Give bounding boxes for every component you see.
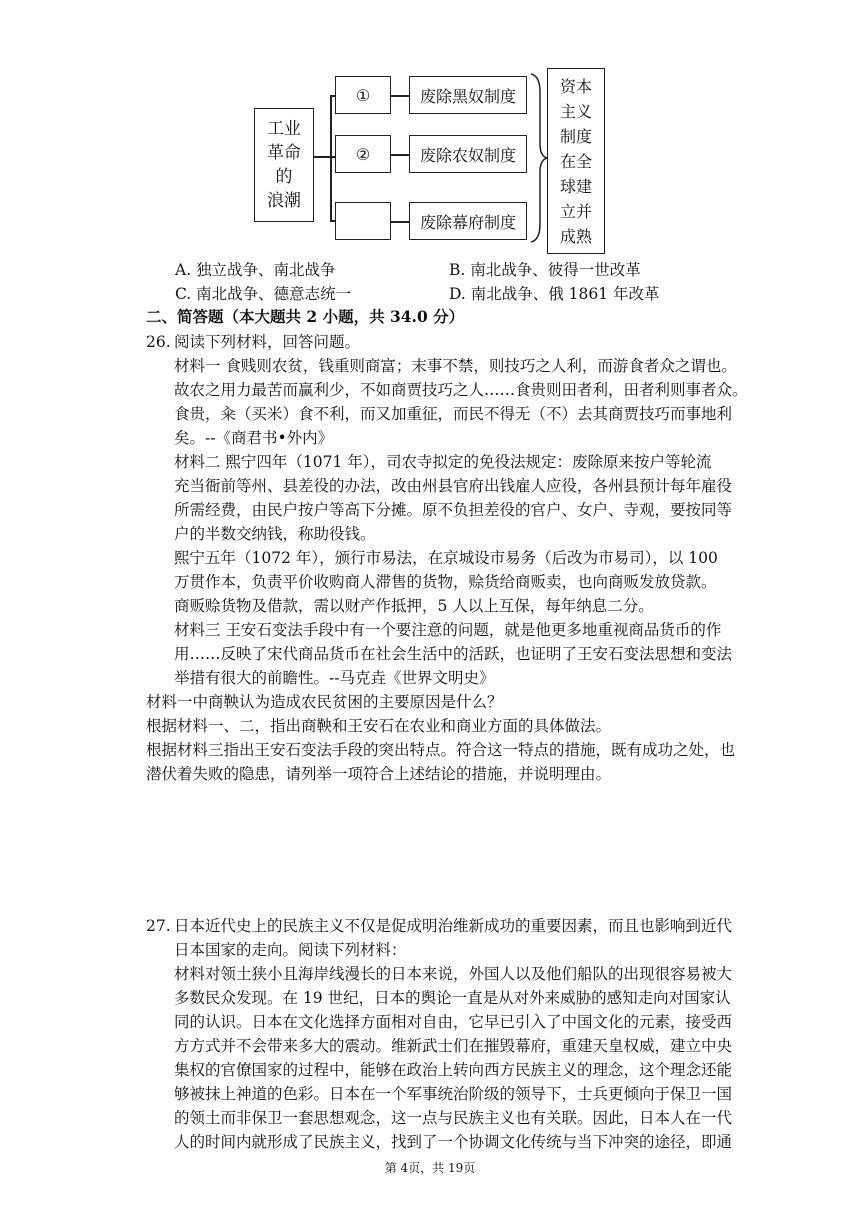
brace-icon: [528, 72, 548, 244]
result-box-1: [409, 76, 527, 114]
connector-vertical: [330, 95, 332, 221]
page-footer: 第 4页，共 19页: [384, 1161, 476, 1175]
left-box-line-1: 工业: [267, 119, 301, 139]
q26-line: 充当衙前等州、县差役的办法，改由州县官府出钱雇人应役，各州县预计每年雇役: [174, 477, 733, 495]
q26-line: 用……反映了宋代商品货币在社会生活中的活跃，也证明了王安石变法思想和变法: [174, 645, 733, 663]
q27-line: 多数民众发现。在 19 世纪，日本的舆论一直是从对外来威胁的感知走向对国家认: [174, 989, 731, 1007]
connector-stem: [314, 156, 331, 158]
q26-question-3-cont: 潜伏着失败的隐患，请列举一项符合上述结论的措施，并说明理由。: [146, 765, 612, 783]
result-3-label: 废除幕府制度: [419, 212, 516, 232]
q27-line: 日本近代史上的民族主义不仅是促成明治维新成功的重要因素，而且也影响到近代: [174, 917, 733, 935]
section-heading: 二、简答题（本大题共 2 小题，共 34.0 分）: [146, 307, 465, 326]
q26-line: 材料三 王安石变法手段中有一个要注意的问题，就是他更多地重视商品货币的作: [174, 621, 722, 639]
q26-question-3: 根据材料三指出王安石变法手段的突出特点。符合这一特点的措施，既有成功之处，也: [146, 741, 736, 759]
right-box-line-6: 立并: [559, 201, 592, 221]
right-box-line-2: 主义: [559, 101, 592, 121]
q26-line: 故农之用力最苦而赢利少，不如商贾技巧之人……食贵则田者利，田者利则事者众。: [174, 381, 748, 399]
right-box-line-5: 球建: [559, 176, 592, 196]
q26-line: 商贩赊货物及借款，需以财产作抵押，5 人以上互保，每年纳息二分。: [174, 597, 654, 615]
blank-box-1-label: ①: [355, 85, 371, 105]
q27-line: 日本国家的走向。阅读下列材料：: [174, 941, 407, 959]
blank-box-3: [335, 202, 391, 240]
option-b: B. 南北战争、彼得一世改革: [449, 261, 641, 279]
q26-question-1: 材料一中商鞅认为造成农民贫困的主要原因是什么？: [146, 693, 503, 711]
q26-line: 熙宁五年（1072 年），颁行市易法，在京城设市易务（后改为市易司），以 100: [174, 549, 718, 567]
q26-line: 万贯作本，负责平价收购商人滞售的货物，赊货给商贩卖，也向商贩发放贷款。: [174, 573, 717, 591]
right-box-line-3: 制度: [559, 126, 592, 146]
q26-question-2: 根据材料一、二，指出商鞅和王安石在农业和商业方面的具体做法。: [146, 717, 612, 735]
q26-line: 食贵，籴（买米）食不利，而又加重征，而民不得无（不）去其商贾技巧而事地利: [174, 405, 733, 423]
arrow-2: [391, 154, 409, 156]
blank-box-1: [335, 76, 391, 114]
left-box-line-4: 浪潮: [267, 191, 301, 211]
blank-box-2-label: ②: [355, 144, 371, 164]
q27-line: 方方式并不会带来多大的震动。维新武士们在摧毁幕府，重建天皇权威，建立中央: [174, 1037, 733, 1055]
left-box-line-2: 革命: [267, 143, 301, 163]
q26-number: 26.: [146, 333, 171, 351]
result-box-2: [409, 135, 527, 173]
industrial-revolution-box: [254, 108, 314, 222]
q27-line: 人的时间内就形成了民族主义，找到了一个协调文化传统与当下冲突的途径，即通: [174, 1133, 733, 1151]
result-box-3: [409, 202, 527, 240]
blank-box-2: [335, 135, 391, 173]
left-box-line-3: 的: [275, 167, 293, 187]
option-c: C. 南北战争、德意志统一: [175, 285, 352, 303]
q26-line: 户的半数交纳钱，称助役钱。: [174, 525, 376, 543]
q27-line: 材料对领土狭小且海岸线漫长的日本来说，外国人以及他们船队的出现很容易被大: [174, 965, 733, 983]
q26-line: 阅读下列材料，回答问题。: [174, 333, 361, 351]
arrow-3: [391, 221, 409, 223]
q27-line: 够被抹上神道的色彩。日本在一个军事统治阶级的领导下，士兵更倾向于保卫一国: [174, 1085, 733, 1103]
q26-line: 矣。--《商君书•外内》: [174, 429, 334, 447]
q26-line: 材料一 食贱则农贫，钱重则商富；末事不禁，则技巧之人利，而游食者众之谓也。: [174, 357, 737, 375]
q26-line: 材料二 熙宁四年（1071 年），司农寺拟定的免役法规定：废除原来按户等轮流: [174, 453, 712, 471]
option-d: D. 南北战争、俄 1861 年改革: [449, 285, 660, 303]
arrow-1: [391, 95, 409, 97]
result-2-label: 废除农奴制度: [419, 145, 516, 165]
right-box-line-7: 成熟: [559, 226, 592, 246]
right-box-line-1: 资本: [559, 76, 592, 96]
q26-line: 举措有很大的前瞻性。--马克垚《世界文明史》: [174, 669, 495, 687]
capitalism-box: [547, 68, 605, 254]
q27-line: 同的认识。日本在文化选择方面相对自由，它早已引入了中国文化的元素，接受西: [174, 1013, 733, 1031]
q27-number: 27.: [146, 917, 171, 935]
q27-line: 集权的官僚国家的过程中，能够在政治上转向西方民族主义的理念，这个理念还能: [174, 1061, 733, 1079]
result-1-label: 废除黑奴制度: [419, 86, 516, 106]
q26-line: 所需经费，由民户按户等高下分摊。原不负担差役的官户、女户、寺观，要按同等: [174, 501, 733, 519]
right-box-line-4: 在全: [559, 151, 592, 171]
option-a: A. 独立战争、南北战争: [175, 261, 336, 279]
q27-line: 的领土而非保卫一套思想观念，这一点与民族主义也有关联。因此，日本人在一代: [174, 1109, 733, 1127]
